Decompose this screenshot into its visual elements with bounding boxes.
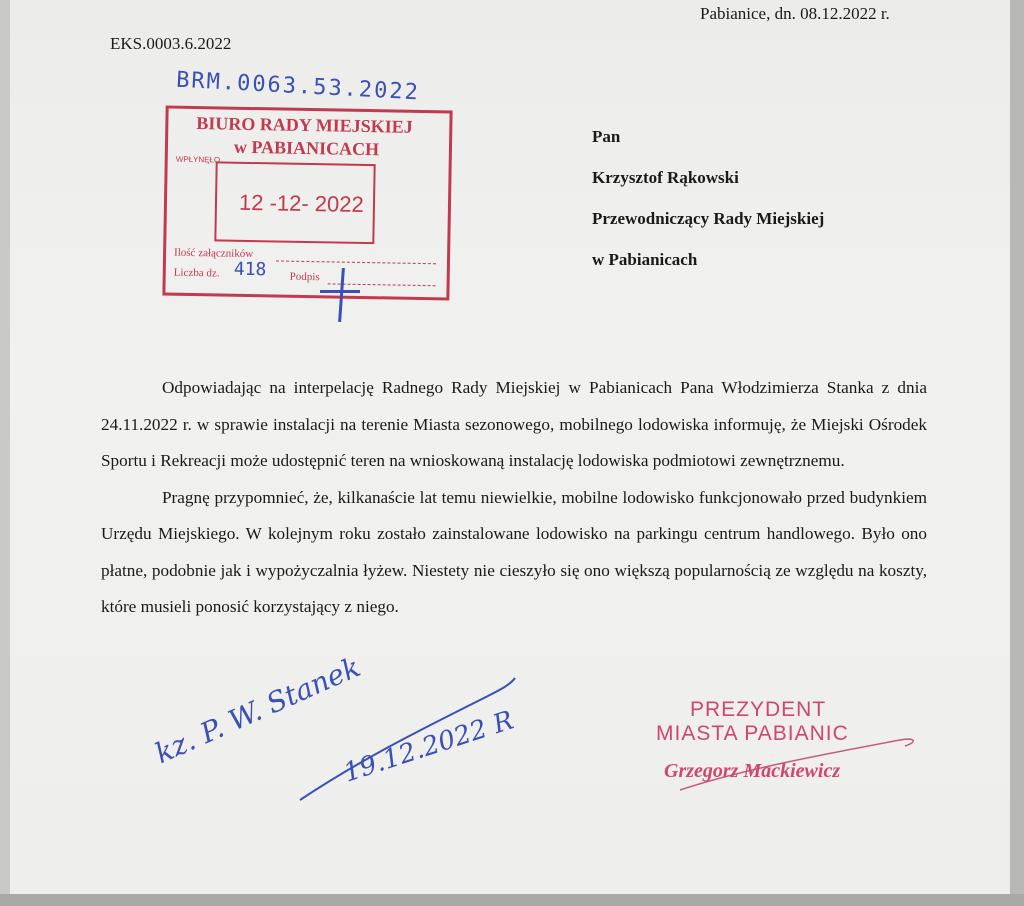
- president-title: PREZYDENT: [690, 698, 827, 721]
- addressee-location: w Pabianicach: [592, 250, 698, 269]
- stamp-received-label: WPŁYNĘŁO: [175, 154, 221, 165]
- president-name: Grzegorz Mackiewicz: [664, 760, 841, 782]
- stamp-count-value: 418: [233, 258, 267, 281]
- stamp-signature-label: Podpis: [289, 270, 320, 284]
- place-and-date: Pabianice, dn. 08.12.2022 r.: [700, 4, 890, 23]
- reference-number: EKS.0003.6.2022: [110, 34, 232, 53]
- note-underline-stroke: [300, 678, 518, 800]
- president-city: MIASTA PABIANIC: [656, 722, 849, 745]
- stamp-attachments-label: Ilość załączników: [174, 246, 254, 261]
- body-paragraph-2: Pragnę przypomnieć, że, kilkanaście lat temu niewielkie, mobilne lodowisko funkcjonowało przed budynkiem Urzędu Miejskiego. W kolejnym roku zostało zainstalowane lodowisko na parkingu centrum handlowego. Było ono płatne, podobnie jak i wypożyczalnia łyżew. Niestety nie cieszyło się ono większą popularnością ze względu na koszty, które musieli ponosić korzystający z niego.: [101, 487, 927, 616]
- addressee-position: Przewodniczący Rady Miejskiej: [592, 209, 825, 228]
- body-paragraph-1: Odpowiadając na interpelację Radnego Rady Miejskiej w Pabianicach Pana Włodzimierza Stanka z dnia 24.11.2022 r. w sprawie instalacji na terenie Miasta sezonowego, mobilnego lodowiska informuję, że Miejski Ośrodek Sportu i Rekreacji może udostępnić teren na wnioskowaną instalację lodowiska podmiotowi zewnętrznemu.: [101, 378, 927, 470]
- handwritten-reference: BRM.0063.53.2022: [175, 67, 421, 106]
- handwritten-note: kz. P. W. Stanek: [150, 650, 366, 771]
- handwritten-note-date: 19.12.2022 R: [340, 705, 518, 789]
- stamp-title-line1: BIURO RADY MIEJSKIEJ: [196, 113, 413, 137]
- addressee-name: Krzysztof Rąkowski: [592, 168, 739, 187]
- stamp-title-line2: w PABIANICACH: [233, 136, 380, 160]
- addressee-salutation: Pan: [592, 127, 621, 146]
- stamp-count-label: Liczba dz.: [173, 266, 220, 280]
- stamp-date: 12 -12- 2022: [238, 189, 364, 217]
